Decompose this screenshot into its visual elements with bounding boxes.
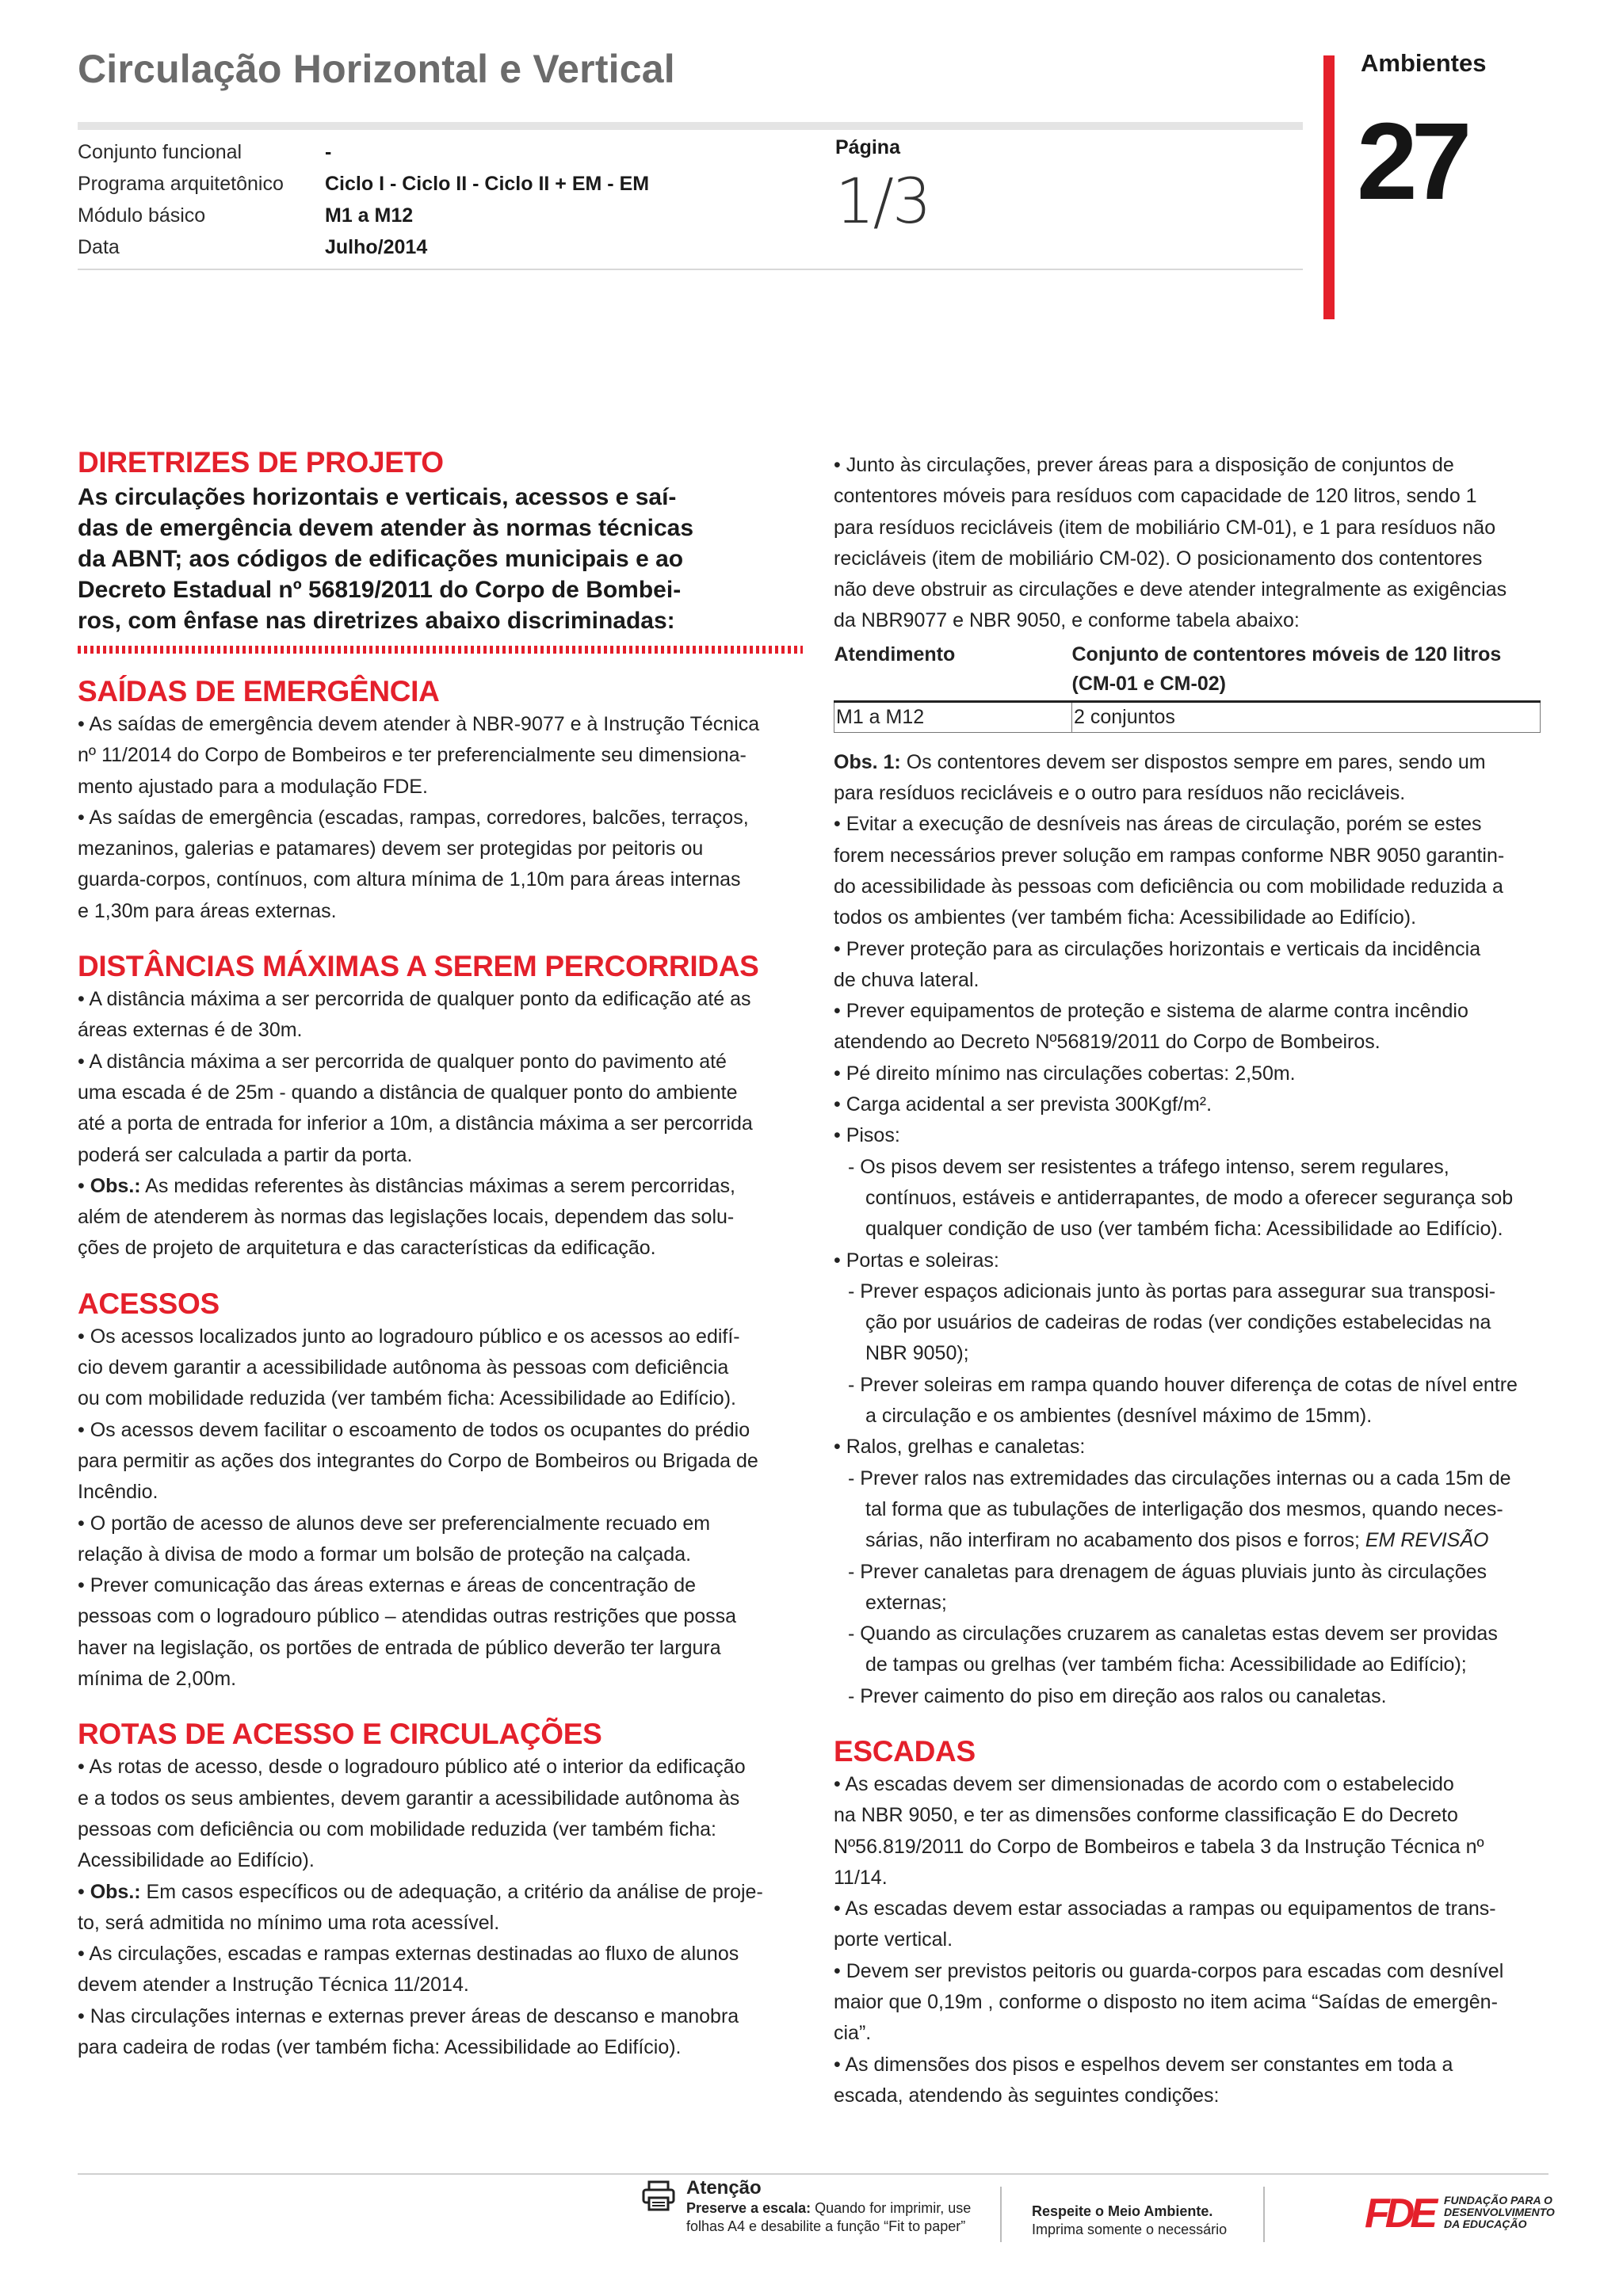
- obs1-text: [834, 747, 1547, 810]
- distancias-text: [78, 984, 803, 1264]
- table-row: [834, 701, 1541, 732]
- footer-separator: [1263, 2187, 1265, 2242]
- logo-text: FDE: [1365, 2192, 1433, 2232]
- text-line: Nº56.819/2011 do Corpo de Bombeiros e tabela 3 da Instrução Técnica nº: [834, 1835, 1484, 1858]
- text-line: [834, 747, 1547, 778]
- text-line: • Carga acidental a ser prevista 300Kgf/m².: [834, 1093, 1212, 1116]
- section-heading-saidas: SAÍDAS DE EMERGÊNCIA: [78, 675, 440, 707]
- item-text: contínuos, estáveis e antiderrapantes, de modo a oferecer segurança sob: [865, 1186, 1514, 1209]
- meta-row: [78, 231, 649, 263]
- text-line: • As escadas devem estar associadas a rampas ou equipamentos de trans-: [834, 1897, 1496, 1920]
- text-line: guarda-corpos, contínuos, com altura mínima de 1,10m para áreas internas: [78, 868, 741, 891]
- item-text: NBR 9050);: [865, 1342, 969, 1365]
- text-line: • Os acessos devem facilitar o escoamento de todos os ocupantes do prédio: [78, 1418, 750, 1441]
- text-line: • Portas e soleiras:: [834, 1249, 999, 1272]
- env-title: Respeite o Meio Ambiente.: [1032, 2203, 1213, 2219]
- contentores-text: [834, 450, 1547, 637]
- item-text: Prever ralos nas extremidades das circulações internas ou a cada 15m de: [860, 1466, 1511, 1489]
- text-line: não deve obstruir as circulações e deve atender integralmente as exigências: [834, 578, 1507, 601]
- text-line: Incêndio.: [78, 1481, 158, 1504]
- table-header: Atendimento: [834, 640, 1072, 702]
- text-line: • As rotas de acesso, desde o logradouro público até o interior da edificação: [78, 1756, 746, 1779]
- text-line: • Prever equipamentos de proteção e sistema de alarme contra incêndio: [834, 1000, 1468, 1023]
- text-line: maior que 0,19m , conforme o disposto no item acima “Saídas de emergên-: [834, 1991, 1498, 2014]
- text-line: para resíduos recicláveis e o outro para resíduos não recicláveis.: [834, 782, 1406, 805]
- list-item: [834, 1152, 1547, 1245]
- text-line: devem atender a Instrução Técnica 11/2014.: [78, 1974, 469, 1997]
- text-line: poderá ser calculada a partir da porta.: [78, 1143, 413, 1166]
- meta-block: [78, 136, 649, 263]
- contentores-table: [834, 640, 1541, 733]
- text-line: haver na legislação, os portões de entrada de público deverão ter largura: [78, 1636, 721, 1659]
- text-line: nº 11/2014 do Corpo de Bombeiros e ter preferencialmente seu dimensiona-: [78, 744, 747, 767]
- section-label: Ambientes: [1361, 49, 1487, 77]
- attention-text: folhas A4 e desabilite a função “Fit to paper”: [686, 2218, 966, 2234]
- text-line: do acessibilidade às pessoas com deficiência ou com mobilidade reduzida a: [834, 875, 1503, 898]
- text-line: forem necessários prever solução em rampas conforme NBR 9050 garantin-: [834, 844, 1505, 867]
- accent-bar: [1323, 55, 1335, 319]
- revision-note: EM REVISÃO: [1365, 1529, 1489, 1552]
- text-line: • O portão de acesso de alunos deve ser preferencialmente recuado em: [78, 1512, 711, 1535]
- section-heading-acessos: ACESSOS: [78, 1287, 220, 1320]
- text-line: Acessibilidade ao Edifício).: [78, 1849, 315, 1872]
- intro-line: As circulações horizontais e verticais, acessos e saí-: [78, 484, 677, 510]
- meta-value: Julho/2014: [325, 236, 428, 258]
- list-item: [834, 1276, 1547, 1370]
- section-heading-distancias: DISTÂNCIAS MÁXIMAS A SEREM PERCORRIDAS: [78, 950, 759, 983]
- table-header-row: [834, 640, 1541, 702]
- obs-label: Obs. 1:: [834, 750, 901, 773]
- left-column: [78, 445, 803, 2063]
- text-line: mínima de 2,00m.: [78, 1668, 237, 1691]
- text-line: contentores móveis para resíduos com capacidade de 120 litros, sendo 1: [834, 485, 1477, 508]
- text-line: e 1,30m para áreas externas.: [78, 899, 337, 922]
- obs-label: Obs.:: [90, 1174, 141, 1197]
- item-text: Prever soleiras em rampa quando houver diferença de cotas de nível entre: [860, 1373, 1518, 1396]
- footer-divider: [78, 2173, 1549, 2175]
- text-line: • As escadas devem ser dimensionadas de acordo com o estabelecido: [834, 1772, 1454, 1795]
- text-line: além de atenderem às normas das legislações locais, dependem das solu-: [78, 1206, 735, 1229]
- item-text: qualquer condição de uso (ver também ficha: Acessibilidade ao Edifício).: [865, 1218, 1503, 1241]
- item-text: ção por usuários de cadeiras de rodas (ver condições estabelecidas na: [865, 1311, 1491, 1334]
- caption-line: DESENVOLVIMENTO: [1444, 2206, 1555, 2218]
- item-text: Os pisos devem ser resistentes a tráfego intenso, serem regulares,: [860, 1155, 1449, 1178]
- text-line: mento ajustado para a modulação FDE.: [78, 775, 428, 798]
- text-line: • Nas circulações internas e externas prever áreas de descanso e manobra: [78, 2004, 739, 2027]
- item-text: tal forma que as tubulações de interligação dos mesmos, quando neces-: [865, 1497, 1503, 1520]
- text-line: pessoas com deficiência ou com mobilidade reduzida (ver também ficha:: [78, 1817, 716, 1840]
- meta-row: [78, 200, 649, 231]
- text-line: escada, atendendo às seguintes condições:: [834, 2084, 1220, 2107]
- text-line: da NBR9077 e NBR 9050, e conforme tabela abaixo:: [834, 609, 1300, 632]
- table-cell: M1 a M12: [834, 701, 1072, 732]
- text-line: • A distância máxima a ser percorrida de qualquer ponto da edificação até as: [78, 988, 751, 1011]
- item-text: Quando as circulações cruzarem as canaletas estas devem ser providas: [860, 1623, 1498, 1646]
- section-heading-diretrizes: DIRETRIZES DE PROJETO: [78, 446, 444, 479]
- diretrizes-intro: [78, 482, 803, 636]
- meta-label: Programa arquitetônico: [78, 173, 284, 195]
- text-line: mezaninos, galerias e patamares) devem ser protegidas por peitoris ou: [78, 837, 704, 860]
- environment-note: [1032, 2203, 1227, 2239]
- text-line: • A distância máxima a ser percorrida de qualquer ponto do pavimento até: [78, 1050, 727, 1073]
- text-line: • Prever comunicação das áreas externas e áreas de concentração de: [78, 1574, 697, 1597]
- rotas-text: [78, 1752, 803, 2063]
- meta-label: Data: [78, 236, 120, 258]
- header-bar: [78, 122, 1303, 130]
- text-line: • Ralos, grelhas e canaletas:: [834, 1436, 1086, 1459]
- text-line: de chuva lateral.: [834, 968, 980, 991]
- text-line: todos os ambientes (ver também ficha: Acessibilidade ao Edifício).: [834, 906, 1417, 929]
- item-text: de tampas ou grelhas (ver também ficha: Acessibilidade ao Edifício);: [865, 1653, 1467, 1676]
- dashed-divider: [78, 646, 803, 654]
- text-line: ções de projeto de arquitetura e das características da edificação.: [78, 1237, 656, 1260]
- text-line: • Evitar a execução de desníveis nas áreas de circulação, porém se estes: [834, 813, 1482, 836]
- text-line: para cadeira de rodas (ver também ficha: Acessibilidade ao Edifício).: [78, 2035, 682, 2058]
- intro-line: Decreto Estadual nº 56819/2011 do Corpo de Bombei-: [78, 577, 682, 603]
- printer-icon: [642, 2180, 675, 2212]
- text-line: porte vertical.: [834, 1928, 953, 1951]
- section-heading-rotas: ROTAS DE ACESSO E CIRCULAÇÕES: [78, 1718, 602, 1751]
- text-line: e a todos os seus ambientes, devem garantir a acessibilidade autônoma às: [78, 1787, 740, 1810]
- text-line: • Pisos:: [834, 1124, 900, 1147]
- table-cell: 2 conjuntos: [1072, 701, 1541, 732]
- obs-text: As medidas referentes às distâncias máximas a serem percorridas,: [140, 1174, 735, 1197]
- text-line: para resíduos recicláveis (item de mobiliário CM-01), e 1 para resíduos não: [834, 516, 1496, 539]
- list-item: [834, 1681, 1547, 1712]
- acessos-text: [78, 1322, 803, 1695]
- intro-line: da ABNT; aos códigos de edificações municipais e ao: [78, 546, 684, 572]
- text-line: • As saídas de emergência (escadas, rampas, corredores, balcões, terraços,: [78, 806, 749, 829]
- env-text: Imprima somente o necessário: [1032, 2222, 1228, 2237]
- text-line: • Obs.: Em casos específicos ou de adequação, a critério da análise de proje-: [78, 1880, 763, 1903]
- meta-value: M1 a M12: [325, 204, 414, 227]
- footer-separator: [1000, 2187, 1002, 2242]
- escadas-text: [834, 1769, 1547, 2111]
- text-line: • Devem ser previstos peitoris ou guarda-corpos para escadas com desnível: [834, 1959, 1504, 1982]
- page-title: Circulação Horizontal e Vertical: [78, 47, 675, 91]
- text-line: para permitir as ações dos integrantes do Corpo de Bombeiros ou Brigada de: [78, 1449, 758, 1472]
- intro-line: ros, com ênfase nas diretrizes abaixo discriminadas:: [78, 608, 675, 634]
- item-text: Prever caimento do piso em direção aos ralos ou canaletas.: [860, 1684, 1387, 1707]
- caption-line: FUNDAÇÃO PARA O: [1444, 2194, 1552, 2206]
- item-text: Prever canaletas para drenagem de águas pluviais junto às circulações: [860, 1560, 1487, 1583]
- list-item: [834, 1370, 1547, 1432]
- meta-label: Módulo básico: [78, 204, 206, 227]
- attention-bold: Preserve a escala:: [686, 2200, 812, 2216]
- list-item: [834, 1557, 1547, 1619]
- text-line: áreas externas é de 30m.: [78, 1019, 303, 1042]
- item-text: Prever espaços adicionais junto às portas para assegurar sua transposi-: [860, 1280, 1496, 1302]
- list-item: [834, 1619, 1547, 1681]
- text-line: ou com mobilidade reduzida (ver também ficha: Acessibilidade ao Edifício).: [78, 1387, 736, 1410]
- items-text: [834, 809, 1547, 1151]
- text-line: • As dimensões dos pisos e espelhos devem ser constantes em toda a: [834, 2053, 1453, 2076]
- text-line: • Pé direito mínimo nas circulações cobertas: 2,50m.: [834, 1062, 1296, 1085]
- ralos-list: [834, 1463, 1547, 1712]
- text-line: • Os acessos localizados junto ao logradouro público e os acessos ao edifí-: [78, 1325, 740, 1348]
- obs-text: Em casos específicos ou de adequação, a critério da análise de proje-: [140, 1880, 763, 1903]
- text-line: 11/14.: [834, 1866, 888, 1889]
- meta-label: Conjunto funcional: [78, 141, 242, 163]
- item-text: sárias, não interfiram no acabamento dos pisos e forros;: [865, 1529, 1365, 1552]
- meta-row: [78, 136, 649, 168]
- fde-caption: [1444, 2195, 1555, 2230]
- attention-note: [686, 2177, 971, 2236]
- table-header: [1072, 640, 1541, 702]
- text-line: • As circulações, escadas e rampas externas destinadas ao fluxo de alunos: [78, 1943, 739, 1966]
- table-header-line: (CM-01 e CM-02): [1071, 672, 1226, 695]
- item-text: externas;: [865, 1591, 947, 1614]
- pisos-list: [834, 1152, 1547, 1245]
- right-column: [834, 450, 1547, 2111]
- text-line: recicláveis (item de mobiliário CM-02). O posicionamento dos contentores: [834, 547, 1483, 570]
- fde-logo-icon: [1365, 2192, 1439, 2232]
- obs-text: Os contentores devem ser dispostos sempre em pares, sendo um: [900, 750, 1486, 773]
- text-line: uma escada é de 25m - quando a distância de qualquer ponto do ambiente: [78, 1081, 738, 1104]
- text-line: • Junto às circulações, prever áreas para a disposição de conjuntos de: [834, 454, 1454, 476]
- list-item: [834, 1463, 1547, 1557]
- text-line: pessoas com o logradouro público – atendidas outras restrições que possa: [78, 1605, 737, 1628]
- obs-label: Obs.:: [90, 1880, 141, 1903]
- text-line: to, será admitida no mínimo uma rota acessível.: [78, 1911, 500, 1934]
- portas-list: [834, 1276, 1547, 1432]
- section-heading-escadas: ESCADAS: [834, 1734, 976, 1768]
- meta-value: -: [325, 141, 332, 163]
- text-line: • As saídas de emergência devem atender à NBR-9077 e à Instrução Técnica: [78, 713, 760, 735]
- text-line: • Prever proteção para as circulações horizontais e verticais da incidência: [834, 937, 1481, 960]
- page-label: Página: [835, 136, 900, 158]
- saidas-text: [78, 709, 803, 927]
- caption-line: DA EDUCAÇÃO: [1444, 2218, 1527, 2230]
- section-number: 27: [1357, 101, 1466, 223]
- text-line: atendendo ao Decreto Nº56819/2011 do Corpo de Bombeiros.: [834, 1031, 1381, 1054]
- item-text: a circulação e os ambientes (desnível máximo de 15mm).: [865, 1405, 1373, 1428]
- meta-row: [78, 168, 649, 200]
- text-line: cio devem garantir a acessibilidade autônoma às pessoas com deficiência: [78, 1356, 729, 1379]
- page-number: 1/3: [835, 166, 930, 238]
- text-line: cia”.: [834, 2022, 872, 2045]
- intro-line: das de emergência devem atender às normas técnicas: [78, 515, 694, 541]
- meta-divider: [78, 269, 1303, 270]
- text-line: • Obs.: As medidas referentes às distâncias máximas a serem percorridas,: [78, 1174, 735, 1197]
- text-line: na NBR 9050, e ter as dimensões conforme classificação E do Decreto: [834, 1804, 1458, 1827]
- text-line: até a porta de entrada for inferior a 10m, a distância máxima a ser percorrida: [78, 1112, 753, 1135]
- attention-title: Atenção: [686, 2177, 762, 2199]
- meta-value: Ciclo I - Ciclo II - Ciclo II + EM - EM: [325, 173, 650, 195]
- text-line: relação à divisa de modo a formar um bolsão de proteção na calçada.: [78, 1543, 692, 1566]
- attention-text: Quando for imprimir, use: [811, 2200, 972, 2216]
- table-header-line: Conjunto de contentores móveis de 120 litros: [1071, 643, 1502, 666]
